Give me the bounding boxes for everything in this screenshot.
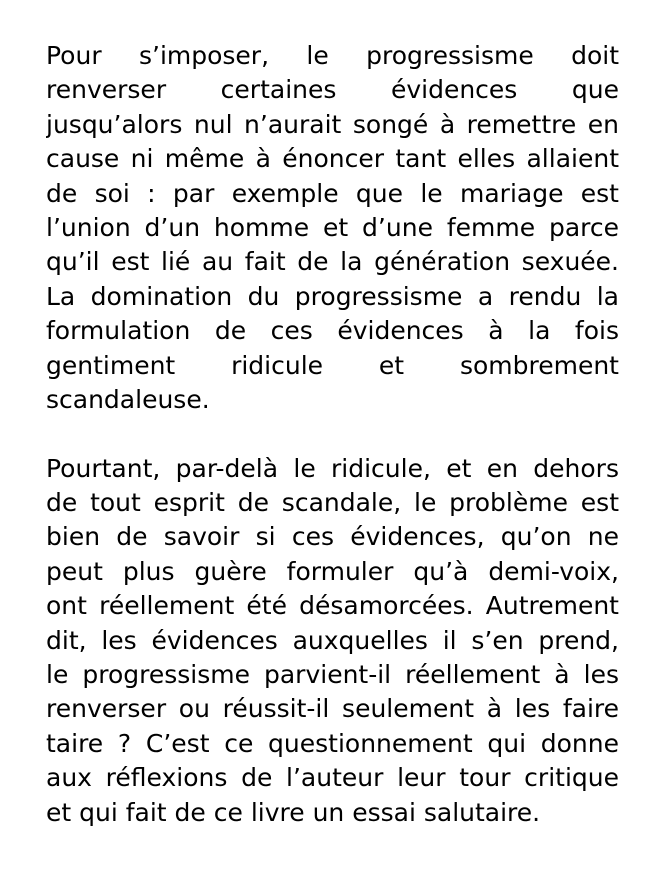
text-line: formulation de ces évidences à la fois [46,316,619,346]
document-body [46,39,619,830]
text-line: scandaleuse. [46,384,210,414]
text-line: jusqu’alors nul n’aurait songé à remettre en [46,109,619,139]
text-line: taire ? C’est ce questionnement qui donne [46,728,619,758]
text-line: qu’il est lié au fait de la génération sexuée. [46,247,619,277]
text-line: renverser certaines évidences que [46,75,619,105]
text-line: le progressisme parvient-il réellement à les [46,660,619,690]
text-line: l’union d’un homme et d’une femme parce [46,212,619,242]
text-line: bien de savoir si ces évidences, qu’on ne [46,522,619,552]
text-line: renverser ou réussit-il seulement à les faire [46,694,619,724]
text-line: dit, les évidences auxquelles il s’en prend, [46,625,619,655]
text-line: Pour s’imposer, le progressisme doit [46,41,619,70]
text-line: de tout esprit de scandale, le problème est [46,488,619,518]
paragraph-2 [46,452,619,830]
text-line: La domination du progressisme a rendu la [46,281,619,311]
text-line: de soi : par exemple que le mariage est [46,178,619,208]
text-line: peut plus guère formuler qu’à demi-voix, [46,556,619,586]
text-line: et qui fait de ce livre un essai salutaire. [46,797,541,827]
text-line: aux réflexions de l’auteur leur tour critique [46,763,619,793]
text-line: cause ni même à énoncer tant elles allaient [46,144,619,174]
text-line: ont réellement été désamorcées. Autrement [46,591,619,621]
paragraph-1 [46,39,619,417]
text-line: Pourtant, par-delà le ridicule, et en dehors [46,453,619,483]
paragraph-gap [46,417,619,451]
text-line: gentiment ridicule et sombrement [46,350,619,380]
